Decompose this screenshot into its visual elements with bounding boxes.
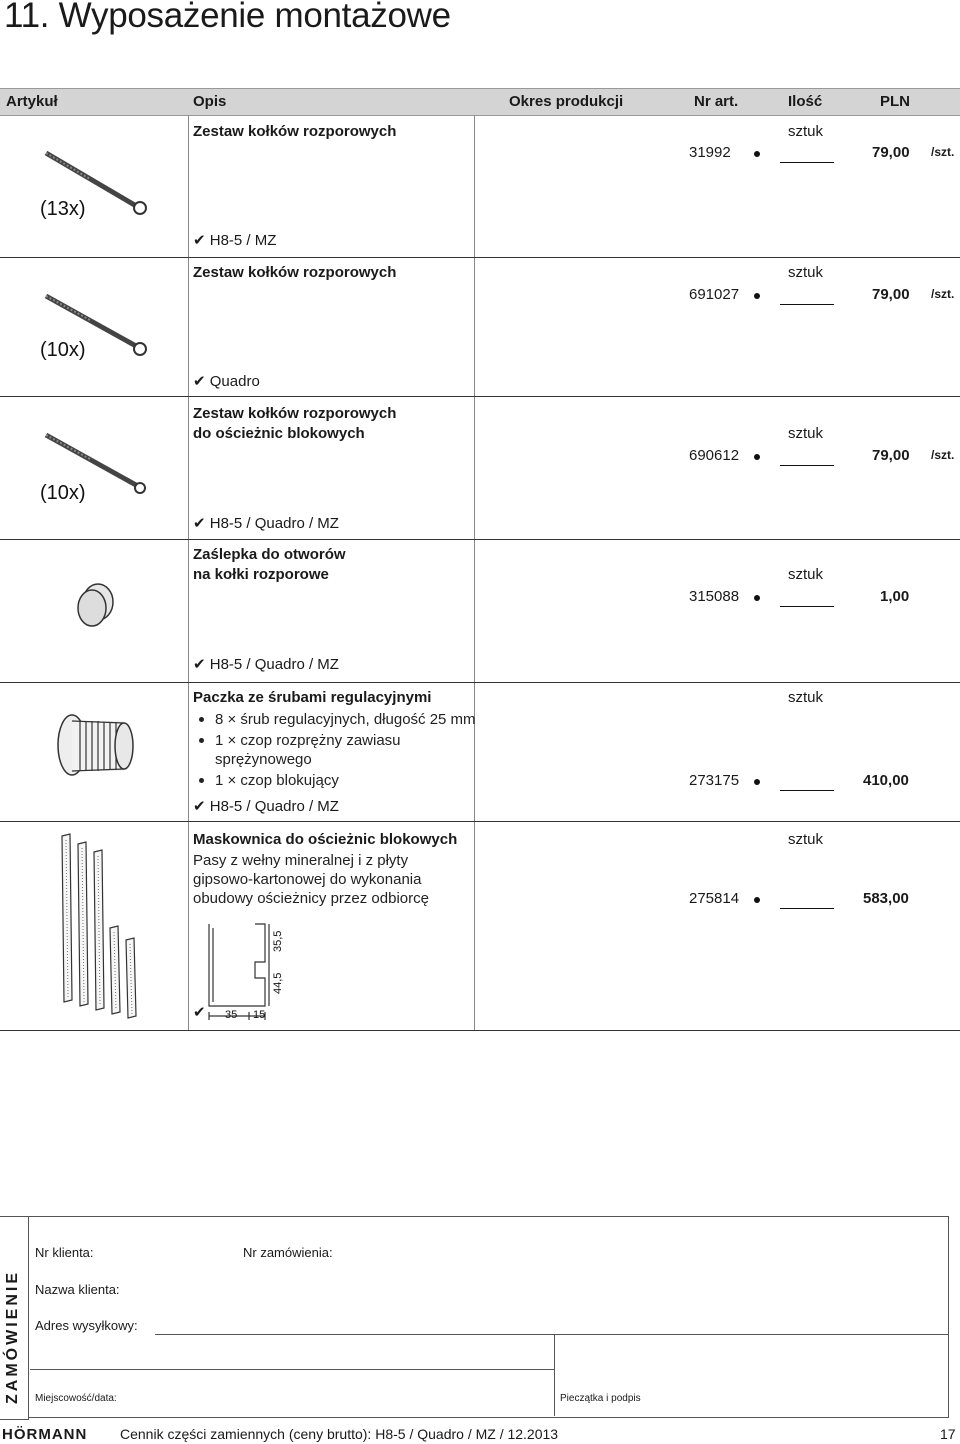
unit-label: sztuk — [788, 689, 824, 706]
anchor-screw-image — [0, 397, 188, 539]
quantity-field[interactable] — [780, 790, 834, 791]
table-row — [0, 258, 960, 397]
price: 79,00 — [872, 144, 910, 161]
profile-dimension-drawing — [205, 918, 295, 1022]
item-name-line1: Zaślepka do otworów — [193, 546, 346, 563]
item-name: Paczka ze śrubami regulacyjnymi — [193, 689, 432, 706]
bullet-dot-icon — [754, 595, 760, 601]
col-okres: Okres produkcji — [509, 93, 624, 110]
stamp-signature-label: Pieczątka i podpis — [560, 1393, 641, 1404]
place-date-label: Miejscowość/data: — [35, 1393, 117, 1404]
price: 1,00 — [880, 588, 910, 605]
anchor-screw-image — [0, 258, 188, 396]
article-number: 315088 — [689, 588, 740, 605]
dim-w1: 35 — [225, 1009, 238, 1021]
customer-number-label: Nr klienta: — [35, 1245, 94, 1260]
item-name: Maskownica do ościeżnic blokowych — [193, 831, 458, 848]
item-models: ✔ H8-5 / MZ — [193, 232, 277, 249]
customer-name-label: Nazwa klienta: — [35, 1282, 120, 1297]
bullet-text: 8 × śrub regulacyjnych, długość 25 mm — [215, 711, 476, 728]
item-name-line1: Zestaw kołków rozporowych — [193, 405, 397, 422]
address-line[interactable] — [155, 1334, 949, 1335]
price: 583,00 — [863, 890, 909, 907]
item-desc-line3: obudowy ościeżnicy przez odbiorcę — [193, 890, 429, 907]
price: 410,00 — [863, 772, 909, 789]
item-models: ✔ H8-5 / Quadro / MZ — [193, 656, 339, 673]
per-unit: /szt. — [931, 448, 955, 462]
dim-w2: 15 — [253, 1009, 266, 1021]
bullet-text: 1 × czop rozprężny zawiasu — [215, 732, 401, 749]
order-side-label: ZAMÓWIENIE — [4, 1270, 21, 1404]
item-name-line2: do ościeżnic blokowych — [193, 425, 365, 442]
footer-text: Cennik części zamiennych (ceny brutto): H8-5 / Quadro / MZ / 12.2013 — [120, 1426, 559, 1442]
checkmark-icon: ✔ — [193, 1004, 206, 1021]
bullet-dot-icon — [199, 738, 204, 743]
col-nr-art: Nr art. — [694, 93, 739, 110]
price: 79,00 — [872, 286, 910, 303]
checkmark-icon: ✔ — [193, 798, 206, 815]
item-desc-line1: Pasy z wełny mineralnej i z płyty — [193, 852, 409, 869]
adjusting-screw-image — [0, 683, 188, 821]
item-models: ✔ H8-5 / Quadro / MZ — [193, 515, 339, 532]
shipping-address-label: Adres wysyłkowy: — [35, 1318, 138, 1333]
checkmark-icon: ✔ — [193, 515, 206, 532]
table-row — [0, 115, 960, 258]
item-models: ✔ Quadro — [193, 373, 260, 390]
per-unit: /szt. — [931, 145, 955, 159]
qty-label: (10x) — [40, 482, 86, 504]
table-row — [0, 822, 960, 1031]
col-ilosc: Ilość — [788, 93, 823, 110]
quantity-field[interactable] — [780, 162, 834, 163]
qty-label: (10x) — [40, 339, 86, 361]
brand-logo: HÖRMANN — [2, 1426, 88, 1443]
cap-plug-image — [0, 540, 188, 682]
bullet-dot-icon — [754, 151, 760, 157]
dim-h2: 44,5 — [272, 972, 284, 994]
item-name: Zestaw kołków rozporowych — [193, 264, 397, 281]
unit-label: sztuk — [788, 831, 824, 848]
unit-label: sztuk — [788, 264, 824, 281]
bullet-dot-icon — [754, 454, 760, 460]
lining-strips-image — [0, 822, 188, 1030]
table-row — [0, 540, 960, 683]
bullet-text: 1 × czop blokujący — [215, 772, 339, 789]
col-artykul: Artykuł — [6, 93, 58, 110]
quantity-field[interactable] — [780, 908, 834, 909]
article-number: 275814 — [689, 890, 740, 907]
quantity-field[interactable] — [780, 606, 834, 607]
article-number: 690612 — [689, 447, 740, 464]
unit-label: sztuk — [788, 566, 824, 583]
article-number: 273175 — [689, 772, 740, 789]
bullet-text: sprężynowego — [215, 751, 312, 768]
checkmark-icon: ✔ — [193, 232, 206, 249]
anchor-screw-image — [0, 115, 188, 257]
order-form — [0, 1216, 960, 1418]
unit-label: sztuk — [788, 425, 824, 442]
order-number-label: Nr zamówienia: — [243, 1245, 333, 1260]
table-row — [0, 397, 960, 540]
item-name: Zestaw kołków rozporowych — [193, 123, 397, 140]
bullet-dot-icon — [754, 779, 760, 785]
unit-label: sztuk — [788, 123, 824, 140]
table-header — [0, 88, 960, 116]
checkmark-icon: ✔ — [193, 373, 206, 390]
page-number: 17 — [940, 1426, 956, 1442]
item-desc-line2: gipsowo-kartonowej do wykonania — [193, 871, 422, 888]
page-title: 11. Wyposażenie montażowe — [4, 0, 451, 35]
item-models: ✔ H8-5 / Quadro / MZ — [193, 798, 339, 815]
col-pln: PLN — [880, 93, 910, 110]
table-row — [0, 683, 960, 822]
per-unit: /szt. — [931, 287, 955, 301]
dim-h1: 35,5 — [272, 930, 284, 952]
bullet-dot-icon — [754, 293, 760, 299]
bullet-dot-icon — [199, 778, 204, 783]
quantity-field[interactable] — [780, 465, 834, 466]
checkmark-icon: ✔ — [193, 656, 206, 673]
article-number: 31992 — [689, 144, 731, 161]
quantity-field[interactable] — [780, 304, 834, 305]
address-line[interactable] — [30, 1369, 554, 1370]
col-opis: Opis — [193, 93, 227, 110]
article-number: 691027 — [689, 286, 740, 303]
price: 79,00 — [872, 447, 910, 464]
bullet-dot-icon — [754, 897, 760, 903]
bullet-dot-icon — [199, 717, 204, 722]
item-name-line2: na kołki rozporowe — [193, 566, 329, 583]
qty-label: (13x) — [40, 198, 86, 220]
